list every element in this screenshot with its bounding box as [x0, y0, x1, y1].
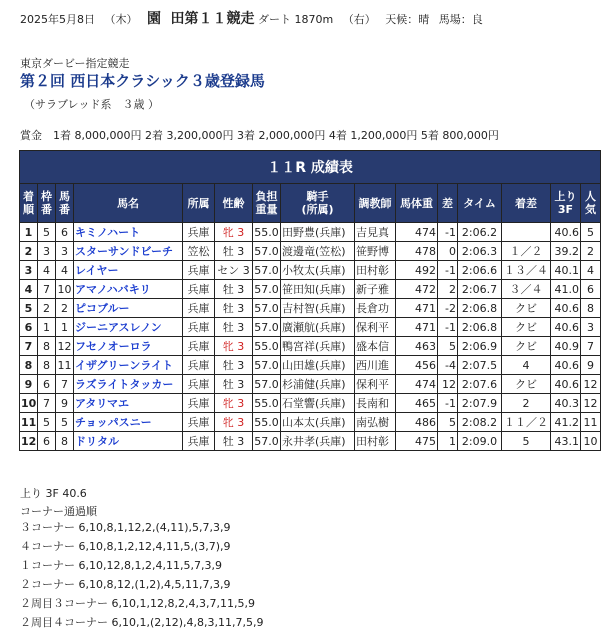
cell-jockey: 廣瀬航(兵庫) — [281, 318, 355, 337]
cell-last-3f: 40.9 — [551, 337, 581, 356]
header-popularity: 人 気 — [581, 184, 601, 223]
cell-trainer: 新子雅 — [355, 280, 396, 299]
cell-time: 2:07.9 — [458, 394, 502, 413]
cell-horse-weight: 463 — [396, 337, 438, 356]
cell-popularity: 7 — [581, 337, 601, 356]
cell-horse-weight: 474 — [396, 223, 438, 242]
cell-horse-number: 4 — [56, 261, 74, 280]
cell-time: 2:07.6 — [458, 375, 502, 394]
race-title: 第２回 西日本クラシック３歳登録馬 — [20, 72, 265, 90]
cell-affiliation: 兵庫 — [183, 261, 215, 280]
cell-horse-number: 9 — [56, 394, 74, 413]
cell-time: 2:08.2 — [458, 413, 502, 432]
corner-order-title: コーナー通過順 — [20, 505, 97, 518]
cell-horse-name[interactable]: イザグリーンライト — [74, 356, 183, 375]
cell-trainer: 田村彰 — [355, 261, 396, 280]
prize-money: 賞金 1着 8,000,000円 2着 3,200,000円 3着 2,000,000円 4着 1,200,000円 5着 800,000円 — [20, 129, 499, 142]
cell-last-3f: 40.6 — [551, 318, 581, 337]
table-header-row — [20, 184, 601, 223]
cell-time: 2:07.5 — [458, 356, 502, 375]
cell-affiliation: 兵庫 — [183, 280, 215, 299]
cell-horse-number: 1 — [56, 318, 74, 337]
cell-weight-carried: 57.0 — [253, 280, 281, 299]
corner-order-line: ２コーナー 6,10,8,12,(1,2),4,5,11,7,3,9 — [20, 578, 231, 591]
race-number: 田第１１競走 — [170, 11, 255, 27]
cell-weight-carried: 57.0 — [253, 261, 281, 280]
cell-horse-name[interactable]: ラズライトタッカー — [74, 375, 183, 394]
cell-trainer: 長倉功 — [355, 299, 396, 318]
cell-horse-weight: 471 — [396, 318, 438, 337]
header-affiliation: 所属 — [183, 184, 215, 223]
cell-time: 2:06.2 — [458, 223, 502, 242]
cell-popularity: 3 — [581, 318, 601, 337]
cell-jockey: 杉浦健(兵庫) — [281, 375, 355, 394]
header-horse-number: 馬 番 — [56, 184, 74, 223]
cell-horse-weight: 456 — [396, 356, 438, 375]
cell-weight-change: -1 — [438, 318, 458, 337]
cell-affiliation: 兵庫 — [183, 413, 215, 432]
last-3f: 上り 3F 40.6 — [20, 487, 87, 500]
header-trainer: 調教師 — [355, 184, 396, 223]
cell-last-3f: 41.0 — [551, 280, 581, 299]
cell-weight-change: 12 — [438, 375, 458, 394]
cell-margin: １１／２ — [502, 413, 551, 432]
cell-weight-carried: 55.0 — [253, 223, 281, 242]
cell-margin: ３／４ — [502, 280, 551, 299]
cell-weight-carried: 57.0 — [253, 356, 281, 375]
cell-weight-change: -4 — [438, 356, 458, 375]
cell-gate-number: 5 — [38, 223, 56, 242]
cell-finish-order: 6 — [20, 318, 38, 337]
cell-popularity: 12 — [581, 394, 601, 413]
cell-time: 2:06.3 — [458, 242, 502, 261]
cell-margin: クビ — [502, 337, 551, 356]
cell-sex-age: 牝 3 — [215, 223, 253, 242]
cell-trainer: 西川進 — [355, 356, 396, 375]
race-date: 2025年5月8日 — [20, 13, 95, 26]
header-horse-weight: 馬体重 — [396, 184, 438, 223]
cell-horse-number: 7 — [56, 375, 74, 394]
cell-affiliation: 笠松 — [183, 242, 215, 261]
cell-weight-change: 5 — [438, 337, 458, 356]
cell-jockey: 笹田知(兵庫) — [281, 280, 355, 299]
cell-finish-order: 5 — [20, 299, 38, 318]
header-margin: 着差 — [502, 184, 551, 223]
cell-jockey: 田野豊(兵庫) — [281, 223, 355, 242]
cell-weight-change: -1 — [438, 261, 458, 280]
cell-sex-age: 牡 3 — [215, 356, 253, 375]
cell-trainer: 吉見真 — [355, 223, 396, 242]
cell-gate-number: 6 — [38, 432, 56, 451]
cell-jockey: 吉村智(兵庫) — [281, 299, 355, 318]
cell-horse-number: 5 — [56, 413, 74, 432]
cell-finish-order: 12 — [20, 432, 38, 451]
cell-finish-order: 3 — [20, 261, 38, 280]
cell-jockey: 渡邊竜(笠松) — [281, 242, 355, 261]
cell-weight-change: 0 — [438, 242, 458, 261]
cell-trainer: 保利平 — [355, 375, 396, 394]
cell-time: 2:09.0 — [458, 432, 502, 451]
cell-popularity: 4 — [581, 261, 601, 280]
table-row — [20, 242, 601, 261]
cell-horse-number: 10 — [56, 280, 74, 299]
header-jockey: 騎手 (所属) — [281, 184, 355, 223]
cell-gate-number: 3 — [38, 242, 56, 261]
cell-affiliation: 兵庫 — [183, 432, 215, 451]
corner-order-line: ２周目４コーナー 6,10,1,(2,12),4,8,3,11,7,5,9 — [20, 616, 264, 629]
cell-sex-age: 牝 3 — [215, 337, 253, 356]
track-condition: 馬場：良 — [438, 13, 483, 26]
header-weight-change: 差 — [438, 184, 458, 223]
cell-jockey: 山田雄(兵庫) — [281, 356, 355, 375]
cell-horse-number: 6 — [56, 223, 74, 242]
cell-affiliation: 兵庫 — [183, 299, 215, 318]
course-direction: （右） — [342, 13, 376, 26]
cell-finish-order: 11 — [20, 413, 38, 432]
cell-margin: 2 — [502, 394, 551, 413]
cell-last-3f: 40.1 — [551, 261, 581, 280]
course-info: ダート 1870m — [258, 13, 334, 26]
header-sex-age: 性齢 — [215, 184, 253, 223]
cell-gate-number: 2 — [38, 299, 56, 318]
cell-horse-weight: 471 — [396, 299, 438, 318]
cell-finish-order: 8 — [20, 356, 38, 375]
cell-last-3f: 40.6 — [551, 375, 581, 394]
cell-horse-name[interactable]: フセノオーロラ — [74, 337, 183, 356]
cell-finish-order: 2 — [20, 242, 38, 261]
table-row — [20, 337, 601, 356]
cell-finish-order: 10 — [20, 394, 38, 413]
cell-weight-change: 2 — [438, 280, 458, 299]
cell-horse-number: 8 — [56, 432, 74, 451]
breed-info: （サラブレッド系 ３歳 ） — [24, 98, 159, 111]
cell-margin: クビ — [502, 299, 551, 318]
corner-order-line: ２周目３コーナー 6,10,1,12,8,2,4,3,7,11,5,9 — [20, 597, 255, 610]
cell-horse-weight: 472 — [396, 280, 438, 299]
cell-sex-age: 牡 3 — [215, 432, 253, 451]
table-caption: １１R 成績表 — [20, 151, 601, 184]
cell-horse-weight: 492 — [396, 261, 438, 280]
cell-finish-order: 1 — [20, 223, 38, 242]
cell-sex-age: セン 3 — [215, 261, 253, 280]
cell-gate-number: 8 — [38, 356, 56, 375]
cell-horse-name[interactable]: アタリマエ — [74, 394, 183, 413]
header-weight-carried: 負担 重量 — [253, 184, 281, 223]
cell-trainer: 笹野博 — [355, 242, 396, 261]
cell-affiliation: 兵庫 — [183, 223, 215, 242]
cell-sex-age: 牡 3 — [215, 299, 253, 318]
cell-sex-age: 牝 3 — [215, 413, 253, 432]
table-row — [20, 413, 601, 432]
cell-horse-weight: 486 — [396, 413, 438, 432]
cell-weight-change: 5 — [438, 413, 458, 432]
cell-trainer: 長南和 — [355, 394, 396, 413]
cell-time: 2:06.8 — [458, 318, 502, 337]
cell-trainer: 保利平 — [355, 318, 396, 337]
header-finish-order: 着 順 — [20, 184, 38, 223]
table-row — [20, 356, 601, 375]
cell-gate-number: 5 — [38, 413, 56, 432]
cell-affiliation: 兵庫 — [183, 337, 215, 356]
cell-trainer: 盛本信 — [355, 337, 396, 356]
cell-jockey: 石堂響(兵庫) — [281, 394, 355, 413]
cell-popularity: 12 — [581, 375, 601, 394]
cell-trainer: 田村彰 — [355, 432, 396, 451]
cell-horse-name[interactable]: ピコブルー — [74, 299, 183, 318]
cell-time: 2:06.9 — [458, 337, 502, 356]
cell-finish-order: 7 — [20, 337, 38, 356]
cell-margin: 4 — [502, 356, 551, 375]
corner-order-line: １コーナー 6,10,12,8,1,2,4,11,5,7,3,9 — [20, 559, 222, 572]
header-time: タイム — [458, 184, 502, 223]
cell-horse-number: 2 — [56, 299, 74, 318]
weather-info: 天候：晴 — [385, 13, 430, 26]
race-header — [20, 8, 483, 28]
cell-affiliation: 兵庫 — [183, 394, 215, 413]
table-row — [20, 375, 601, 394]
cell-sex-age: 牡 3 — [215, 280, 253, 299]
cell-sex-age: 牡 3 — [215, 318, 253, 337]
designated-race-label: 東京ダービー指定競走 — [20, 57, 130, 70]
header-horse-name: 馬名 — [74, 184, 183, 223]
cell-horse-number: 11 — [56, 356, 74, 375]
cell-affiliation: 兵庫 — [183, 375, 215, 394]
cell-weight-change: -1 — [438, 394, 458, 413]
cell-gate-number: 1 — [38, 318, 56, 337]
cell-last-3f: 41.2 — [551, 413, 581, 432]
cell-horse-name[interactable]: アマノハバキリ — [74, 280, 183, 299]
cell-margin — [502, 223, 551, 242]
cell-gate-number: 7 — [38, 280, 56, 299]
cell-horse-name[interactable]: レイヤー — [74, 261, 183, 280]
table-row — [20, 394, 601, 413]
cell-gate-number: 8 — [38, 337, 56, 356]
cell-horse-name[interactable]: チョッパスニー — [74, 413, 183, 432]
cell-gate-number: 7 — [38, 394, 56, 413]
cell-popularity: 5 — [581, 223, 601, 242]
cell-popularity: 6 — [581, 280, 601, 299]
header-gate-number: 枠 番 — [38, 184, 56, 223]
cell-popularity: 10 — [581, 432, 601, 451]
cell-time: 2:06.7 — [458, 280, 502, 299]
cell-last-3f: 40.6 — [551, 223, 581, 242]
cell-horse-number: 3 — [56, 242, 74, 261]
cell-popularity: 9 — [581, 356, 601, 375]
header-last-3f: 上り 3F — [551, 184, 581, 223]
cell-finish-order: 4 — [20, 280, 38, 299]
cell-horse-name[interactable]: スターサンドビーチ — [74, 242, 183, 261]
corner-order-list — [20, 518, 264, 632]
cell-weight-change: 1 — [438, 432, 458, 451]
cell-weight-change: -2 — [438, 299, 458, 318]
cell-weight-carried: 57.0 — [253, 432, 281, 451]
cell-jockey: 小牧太(兵庫) — [281, 261, 355, 280]
cell-margin: １３／４ — [502, 261, 551, 280]
cell-horse-name[interactable]: キミノハート — [74, 223, 183, 242]
cell-time: 2:06.6 — [458, 261, 502, 280]
cell-jockey: 永井孝(兵庫) — [281, 432, 355, 451]
cell-horse-name[interactable]: ジーニアスレノン — [74, 318, 183, 337]
cell-gate-number: 4 — [38, 261, 56, 280]
cell-horse-weight: 465 — [396, 394, 438, 413]
cell-time: 2:06.8 — [458, 299, 502, 318]
corner-order-line: ３コーナー 6,10,8,1,12,2,(4,11),5,7,3,9 — [20, 521, 231, 534]
cell-weight-carried: 57.0 — [253, 242, 281, 261]
cell-margin: クビ — [502, 375, 551, 394]
cell-weight-carried: 55.0 — [253, 394, 281, 413]
cell-horse-name[interactable]: ドリタル — [74, 432, 183, 451]
cell-weight-carried: 55.0 — [253, 337, 281, 356]
cell-popularity: 8 — [581, 299, 601, 318]
cell-margin: クビ — [502, 318, 551, 337]
cell-affiliation: 兵庫 — [183, 318, 215, 337]
cell-last-3f: 43.1 — [551, 432, 581, 451]
cell-sex-age: 牡 3 — [215, 242, 253, 261]
table-row — [20, 299, 601, 318]
cell-affiliation: 兵庫 — [183, 356, 215, 375]
cell-last-3f: 40.6 — [551, 299, 581, 318]
cell-margin: １／２ — [502, 242, 551, 261]
table-row — [20, 432, 601, 451]
cell-horse-number: 12 — [56, 337, 74, 356]
cell-weight-change: -1 — [438, 223, 458, 242]
cell-weight-carried: 55.0 — [253, 413, 281, 432]
results-table — [19, 150, 601, 451]
cell-last-3f: 39.2 — [551, 242, 581, 261]
cell-last-3f: 40.6 — [551, 356, 581, 375]
cell-weight-carried: 57.0 — [253, 375, 281, 394]
cell-horse-weight: 475 — [396, 432, 438, 451]
table-row — [20, 223, 601, 242]
cell-sex-age: 牝 3 — [215, 394, 253, 413]
table-row — [20, 261, 601, 280]
cell-trainer: 南弘樹 — [355, 413, 396, 432]
cell-popularity: 2 — [581, 242, 601, 261]
table-row — [20, 318, 601, 337]
corner-order-line: ４コーナー 6,10,8,1,2,12,4,11,5,(3,7),9 — [20, 540, 231, 553]
cell-margin: 5 — [502, 432, 551, 451]
cell-weight-carried: 57.0 — [253, 318, 281, 337]
cell-gate-number: 6 — [38, 375, 56, 394]
cell-jockey: 鴨宮祥(兵庫) — [281, 337, 355, 356]
cell-last-3f: 40.3 — [551, 394, 581, 413]
race-weekday: （木） — [104, 13, 138, 26]
cell-jockey: 山本太(兵庫) — [281, 413, 355, 432]
cell-weight-carried: 57.0 — [253, 299, 281, 318]
cell-horse-weight: 478 — [396, 242, 438, 261]
table-row — [20, 280, 601, 299]
venue-name: 園 — [147, 11, 161, 27]
cell-sex-age: 牡 3 — [215, 375, 253, 394]
cell-horse-weight: 474 — [396, 375, 438, 394]
cell-finish-order: 9 — [20, 375, 38, 394]
cell-popularity: 11 — [581, 413, 601, 432]
